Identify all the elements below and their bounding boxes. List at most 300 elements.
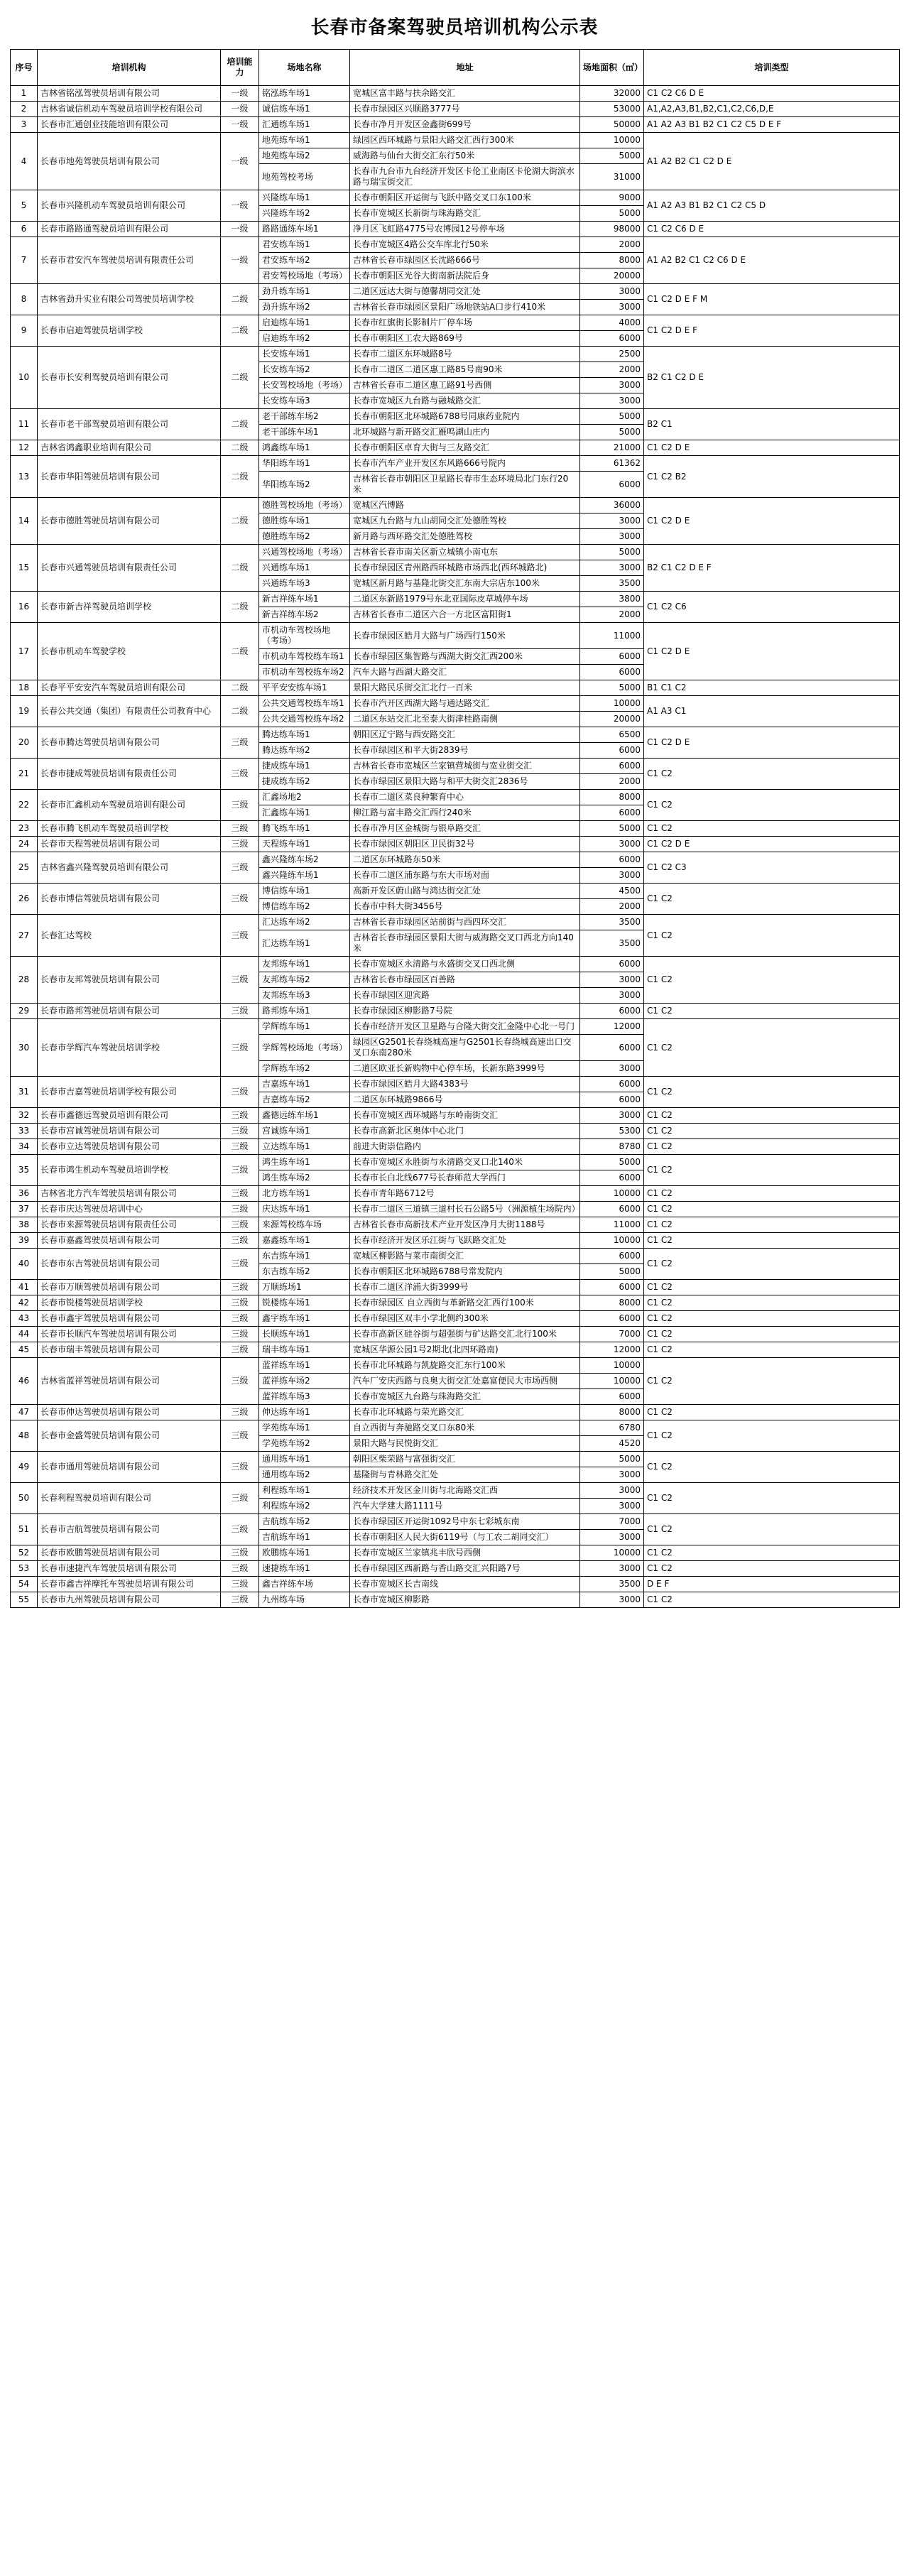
institution-cell: 长春市长安利驾驶员培训有限公司 [38, 347, 221, 409]
site-area-cell: 98000 [580, 222, 644, 237]
training-type-cell: C1 C2 D E [644, 440, 900, 456]
address-cell: 二道区远达大街与德馨胡同交汇处 [350, 284, 580, 300]
training-type-cell: C1 C2 [644, 1561, 900, 1577]
serial-cell: 37 [11, 1202, 38, 1217]
serial-cell: 48 [11, 1420, 38, 1452]
site-area-cell: 6000 [580, 1202, 644, 1217]
training-type-cell: C1 C2 [644, 1249, 900, 1280]
address-cell: 宽城区富丰路与扶余路交汇 [350, 86, 580, 102]
training-type-cell: B2 C1 C2 D E F [644, 545, 900, 592]
site-area-cell: 3500 [580, 915, 644, 930]
site-name-cell: 兴通驾校场地（考场） [259, 545, 350, 560]
site-name-cell: 鸿生练车场1 [259, 1155, 350, 1170]
capacity-cell: 一级 [221, 190, 259, 222]
site-name-cell: 汇鑫场地2 [259, 790, 350, 805]
page-title: 长春市备案驾驶员培训机构公示表 [310, 17, 599, 38]
header-address: 地址 [350, 50, 580, 86]
serial-cell: 40 [11, 1249, 38, 1280]
site-name-cell: 学辉练车场1 [259, 1019, 350, 1035]
site-name-cell: 吉嘉练车场1 [259, 1077, 350, 1092]
site-area-cell: 3000 [580, 1499, 644, 1514]
table-row [11, 347, 900, 362]
serial-cell: 4 [11, 133, 38, 190]
table-row [11, 759, 900, 774]
institution-cell: 长春市瑞丰驾驶员培训有限公司 [38, 1342, 221, 1358]
address-cell: 长春市朝阳区开运街与飞跃中路交叉口东100米 [350, 190, 580, 206]
site-area-cell: 6000 [580, 649, 644, 665]
table-row [11, 1155, 900, 1170]
training-type-cell: B2 C1 C2 D E [644, 347, 900, 409]
site-name-cell: 学苑练车场1 [259, 1420, 350, 1436]
capacity-cell: 三级 [221, 884, 259, 915]
address-cell: 长春市朝阳区北环城路6788号同康药业院内 [350, 409, 580, 425]
training-type-cell: C1 C2 D E [644, 837, 900, 852]
table-row [11, 1483, 900, 1499]
training-type-cell: C1 C2 [644, 1077, 900, 1108]
site-area-cell: 3000 [580, 378, 644, 393]
address-cell: 汽车大学建大路1111号 [350, 1499, 580, 1514]
site-area-cell: 3000 [580, 560, 644, 576]
site-name-cell: 捷成练车场2 [259, 774, 350, 790]
institution-cell: 长春市路邦驾驶员培训有限公司 [38, 1004, 221, 1019]
site-area-cell: 21000 [580, 440, 644, 456]
table-row [11, 409, 900, 425]
site-area-cell: 20000 [580, 712, 644, 727]
table-row [11, 440, 900, 456]
training-type-cell: C1 C2 [644, 1311, 900, 1327]
address-cell: 长春市朝阳区光谷大街南新法院后身 [350, 268, 580, 284]
table-row [11, 1592, 900, 1608]
address-cell: 长春市朝阳区卓育大街与三友路交汇 [350, 440, 580, 456]
table-row [11, 1186, 900, 1202]
site-area-cell: 3800 [580, 592, 644, 607]
serial-cell: 12 [11, 440, 38, 456]
training-type-cell: C1 C2 [644, 1545, 900, 1561]
capacity-cell: 三级 [221, 759, 259, 790]
site-area-cell: 11000 [580, 623, 644, 649]
table-row [11, 1514, 900, 1530]
capacity-cell: 三级 [221, 1483, 259, 1514]
site-area-cell: 11000 [580, 1217, 644, 1233]
institution-cell: 长春市机动车驾驶学校 [38, 623, 221, 680]
capacity-cell: 二级 [221, 440, 259, 456]
site-area-cell: 6000 [580, 331, 644, 347]
table-row [11, 456, 900, 472]
table-row [11, 1311, 900, 1327]
site-name-cell: 君安练车场1 [259, 237, 350, 253]
capacity-cell: 二级 [221, 456, 259, 498]
site-name-cell: 利程练车场2 [259, 1499, 350, 1514]
capacity-cell: 三级 [221, 1514, 259, 1545]
site-area-cell: 7000 [580, 1514, 644, 1530]
site-name-cell: 平平安安练车场1 [259, 680, 350, 696]
site-name-cell: 地苑练车场2 [259, 148, 350, 164]
site-area-cell: 3000 [580, 1467, 644, 1483]
address-cell: 长春市宽城区西环城路与东岭南街交汇 [350, 1108, 580, 1124]
site-area-cell: 2500 [580, 347, 644, 362]
capacity-cell: 三级 [221, 1358, 259, 1405]
site-area-cell: 6000 [580, 852, 644, 868]
site-area-cell: 3000 [580, 529, 644, 545]
institution-cell: 吉林省北方汽车驾驶员培训有限公司 [38, 1186, 221, 1202]
site-area-cell: 10000 [580, 696, 644, 712]
serial-cell: 49 [11, 1452, 38, 1483]
address-cell: 宽城区柳影路与菜市南街交汇 [350, 1249, 580, 1264]
table-row [11, 284, 900, 300]
address-cell: 长春市朝阳区工农大路869号 [350, 331, 580, 347]
site-area-cell: 36000 [580, 498, 644, 513]
serial-cell: 33 [11, 1124, 38, 1139]
training-type-cell: C1 C2 D E [644, 727, 900, 759]
site-name-cell: 学辉练车场2 [259, 1061, 350, 1077]
address-cell: 宽城区汽博路 [350, 498, 580, 513]
site-name-cell: 宫诚练车场1 [259, 1124, 350, 1139]
capacity-cell: 二级 [221, 498, 259, 545]
site-area-cell: 3500 [580, 1577, 644, 1592]
site-area-cell: 5000 [580, 425, 644, 440]
institution-cell: 长春市九州驾驶员培训有限公司 [38, 1592, 221, 1608]
site-area-cell: 31000 [580, 164, 644, 190]
site-name-cell: 华阳练车场2 [259, 472, 350, 498]
site-name-cell: 老干部练车场2 [259, 409, 350, 425]
address-cell: 基隆街与青林路交汇处 [350, 1467, 580, 1483]
institution-cell: 长春市吉嘉驾驶员培训学校有限公司 [38, 1077, 221, 1108]
table-row [11, 623, 900, 649]
institution-cell: 长春市华阳驾驶员培训有限公司 [38, 456, 221, 498]
address-cell: 长春市绿园区开运街1092号中东七彩城东南 [350, 1514, 580, 1530]
site-area-cell: 6000 [580, 1389, 644, 1405]
address-cell: 北环城路与新开路交汇雁鸣湖山庄内 [350, 425, 580, 440]
institution-cell: 长春市欧鹏驾驶员培训有限公司 [38, 1545, 221, 1561]
site-name-cell: 吉航练车场2 [259, 1514, 350, 1530]
address-cell: 新月路与西环路交汇处德胜驾校 [350, 529, 580, 545]
training-type-cell: C1 C2 [644, 1592, 900, 1608]
address-cell: 绿园区G2501长春绕城高速与G2501长春绕城高速出口交叉口东南280米 [350, 1035, 580, 1061]
table-row [11, 1342, 900, 1358]
capacity-cell: 三级 [221, 1561, 259, 1577]
serial-cell: 25 [11, 852, 38, 884]
site-area-cell: 10000 [580, 1358, 644, 1374]
address-cell: 汽车厂安庆西路与良奥大街交汇处嘉富便民大市场西侧 [350, 1374, 580, 1389]
institution-cell: 长春市庆达驾驶员培训中心 [38, 1202, 221, 1217]
institution-cell: 长春市鑫德远驾驶员培训有限公司 [38, 1108, 221, 1124]
address-cell: 长春市二道区东环城路8号 [350, 347, 580, 362]
address-cell: 长春市宽城区兰家镇兆丰欣号西侧 [350, 1545, 580, 1561]
capacity-cell: 三级 [221, 1420, 259, 1452]
institution-cell: 长春市东吉驾驶员培训有限公司 [38, 1249, 221, 1280]
table-row [11, 1295, 900, 1311]
institution-cell: 长春市天程驾驶员培训有限公司 [38, 837, 221, 852]
address-cell: 长春市二道区菜良种繁育中心 [350, 790, 580, 805]
address-cell: 长春市宽城区长新街与珠海路交汇 [350, 206, 580, 222]
site-area-cell: 3000 [580, 513, 644, 529]
training-type-cell: C1 C2 D E [644, 498, 900, 545]
site-name-cell: 公共交通驾校练车场2 [259, 712, 350, 727]
table-row [11, 1327, 900, 1342]
address-cell: 长春市经济开发区乐江街与飞跃路交汇处 [350, 1233, 580, 1249]
serial-cell: 29 [11, 1004, 38, 1019]
site-area-cell: 20000 [580, 268, 644, 284]
site-name-cell: 学辉驾校场地（考场） [259, 1035, 350, 1061]
site-area-cell: 5300 [580, 1124, 644, 1139]
training-type-cell: C1 C2 C6 D E [644, 86, 900, 102]
site-name-cell: 路邦练车场1 [259, 1004, 350, 1019]
training-type-cell: C1 C2 [644, 1327, 900, 1342]
training-institution-table [10, 49, 900, 1608]
site-area-cell: 9000 [580, 190, 644, 206]
training-type-cell: C1 C2 [644, 1405, 900, 1420]
institution-cell: 长春平平安安汽车驾驶员培训有限公司 [38, 680, 221, 696]
site-area-cell: 3500 [580, 930, 644, 957]
address-cell: 朝阳区柴荣路与富强街交汇 [350, 1452, 580, 1467]
institution-cell: 长春市鑫吉祥摩托车驾驶员培训有限公司 [38, 1577, 221, 1592]
site-name-cell: 北方练车场1 [259, 1186, 350, 1202]
header-serial: 序号 [11, 50, 38, 86]
site-area-cell: 2000 [580, 899, 644, 915]
site-area-cell: 6000 [580, 1311, 644, 1327]
site-name-cell: 锐楼练车场1 [259, 1295, 350, 1311]
serial-cell: 36 [11, 1186, 38, 1202]
address-cell: 长春市绿园区西新路与香山路交汇兴阳路7号 [350, 1561, 580, 1577]
capacity-cell: 三级 [221, 1004, 259, 1019]
serial-cell: 19 [11, 696, 38, 727]
site-name-cell: 地苑驾校考场 [259, 164, 350, 190]
site-area-cell: 3000 [580, 1061, 644, 1077]
site-area-cell: 6000 [580, 759, 644, 774]
site-area-cell: 2000 [580, 774, 644, 790]
site-area-cell: 8000 [580, 790, 644, 805]
institution-cell: 长春市立达驾驶员培训有限公司 [38, 1139, 221, 1155]
site-name-cell: 汇达练车场1 [259, 930, 350, 957]
table-row [11, 884, 900, 899]
address-cell: 吉林省长春市宽城区兰家镇营城街与宽业街交汇 [350, 759, 580, 774]
address-cell: 宽城区华源公园1号2期北(北四环路南) [350, 1342, 580, 1358]
address-cell: 长春市绿园区双丰小学北侧约300米 [350, 1311, 580, 1327]
capacity-cell: 二级 [221, 545, 259, 592]
institution-cell: 长春市来源驾驶员培训有限责任公司 [38, 1217, 221, 1233]
table-row [11, 498, 900, 513]
site-area-cell: 32000 [580, 86, 644, 102]
training-type-cell: C1 C2 [644, 1452, 900, 1483]
capacity-cell: 三级 [221, 1019, 259, 1077]
capacity-cell: 三级 [221, 790, 259, 821]
header-capacity: 培训能力 [221, 50, 259, 86]
capacity-cell: 二级 [221, 409, 259, 440]
capacity-cell: 二级 [221, 623, 259, 680]
training-type-cell: D E F [644, 1577, 900, 1592]
address-cell: 长春市净月开发区金鑫街699号 [350, 117, 580, 133]
site-area-cell: 5000 [580, 680, 644, 696]
site-name-cell: 路路通练车场1 [259, 222, 350, 237]
institution-cell: 长春市金盛驾驶员培训有限公司 [38, 1420, 221, 1452]
address-cell: 长春市北环城路与凯旋路交汇东行100米 [350, 1358, 580, 1374]
site-area-cell: 6000 [580, 957, 644, 972]
institution-cell: 吉林省铭泓驾驶员培训有限公司 [38, 86, 221, 102]
serial-cell: 14 [11, 498, 38, 545]
serial-cell: 51 [11, 1514, 38, 1545]
training-type-cell: A1 A2 A3 B1 B2 C1 C2 C5 D [644, 190, 900, 222]
capacity-cell: 三级 [221, 1077, 259, 1108]
serial-cell: 18 [11, 680, 38, 696]
serial-cell: 9 [11, 315, 38, 347]
address-cell: 吉林省长春市绿园区景阳广场地铁站A口步行410米 [350, 300, 580, 315]
table-row [11, 222, 900, 237]
address-cell: 自立西街与奔驰路交叉口东80米 [350, 1420, 580, 1436]
site-name-cell: 德胜练车场2 [259, 529, 350, 545]
capacity-cell: 一级 [221, 117, 259, 133]
site-area-cell: 6000 [580, 1004, 644, 1019]
serial-cell: 39 [11, 1233, 38, 1249]
site-name-cell: 万顺练场1 [259, 1280, 350, 1295]
capacity-cell: 二级 [221, 696, 259, 727]
address-cell: 吉林省长春市二道区惠工路91号西侧 [350, 378, 580, 393]
table-row [11, 117, 900, 133]
institution-cell: 长春市学辉汽车驾驶员培训学校 [38, 1019, 221, 1077]
address-cell: 长春市宽城区永清路与永盛街交叉口西北侧 [350, 957, 580, 972]
institution-cell: 长春市吉航驾驶员培训有限公司 [38, 1514, 221, 1545]
site-area-cell: 5000 [580, 206, 644, 222]
address-cell: 长春市二道区二道区惠工路85号南90米 [350, 362, 580, 378]
table-row [11, 957, 900, 972]
table-row [11, 915, 900, 930]
site-area-cell: 6000 [580, 665, 644, 680]
site-name-cell: 汇鑫练车场1 [259, 805, 350, 821]
site-name-cell: 捷成练车场1 [259, 759, 350, 774]
training-type-cell: A1 A3 C1 [644, 696, 900, 727]
address-cell: 长春市绿园区和平大街2839号 [350, 743, 580, 759]
site-name-cell: 博信练车场1 [259, 884, 350, 899]
institution-cell: 吉林省蓝祥驾驶员培训有限公司 [38, 1358, 221, 1405]
table-row [11, 727, 900, 743]
capacity-cell: 三级 [221, 957, 259, 1004]
site-area-cell: 5000 [580, 821, 644, 837]
site-name-cell: 嘉鑫练车场1 [259, 1233, 350, 1249]
address-cell: 景阳大路民乐街交汇北行一百米 [350, 680, 580, 696]
site-name-cell: 吉嘉练车场2 [259, 1092, 350, 1108]
site-name-cell: 君安练车场2 [259, 253, 350, 268]
site-name-cell: 天程练车场1 [259, 837, 350, 852]
serial-cell: 5 [11, 190, 38, 222]
serial-cell: 13 [11, 456, 38, 498]
capacity-cell: 三级 [221, 1186, 259, 1202]
capacity-cell: 一级 [221, 222, 259, 237]
address-cell: 长春市北环城路与荣光路交汇 [350, 1405, 580, 1420]
address-cell: 吉林省长春市南关区新立城镇小南屯东 [350, 545, 580, 560]
serial-cell: 10 [11, 347, 38, 409]
site-area-cell: 7000 [580, 1327, 644, 1342]
institution-cell: 长春公共交通（集团）有限责任公司教育中心 [38, 696, 221, 727]
address-cell: 长春市绿园区柳影路7号院 [350, 1004, 580, 1019]
site-name-cell: 通用练车场1 [259, 1452, 350, 1467]
header-site-name: 场地名称 [259, 50, 350, 86]
training-type-cell: C1 C2 [644, 821, 900, 837]
site-area-cell: 2000 [580, 362, 644, 378]
site-area-cell: 10000 [580, 1186, 644, 1202]
training-type-cell: C1 C2 B2 [644, 456, 900, 498]
site-area-cell: 3000 [580, 1530, 644, 1545]
site-name-cell: 老干部练车场1 [259, 425, 350, 440]
table-row [11, 1202, 900, 1217]
site-area-cell: 6000 [580, 743, 644, 759]
site-name-cell: 蓝祥练车场1 [259, 1358, 350, 1374]
address-cell: 长春市宽城区永胜街与永清路交叉口北140米 [350, 1155, 580, 1170]
institution-cell: 吉林省诚信机动车驾驶员培训学校有限公司 [38, 102, 221, 117]
serial-cell: 38 [11, 1217, 38, 1233]
site-name-cell: 启迪练车场2 [259, 331, 350, 347]
site-area-cell: 6000 [580, 1249, 644, 1264]
serial-cell: 15 [11, 545, 38, 592]
training-type-cell: A1 A2 A3 B1 B2 C1 C2 C5 D E F [644, 117, 900, 133]
table-row [11, 1233, 900, 1249]
institution-cell: 长春市通用驾驶员培训有限公司 [38, 1452, 221, 1483]
site-area-cell: 50000 [580, 117, 644, 133]
site-area-cell: 6000 [580, 1092, 644, 1108]
site-area-cell: 5000 [580, 545, 644, 560]
address-cell: 威海路与仙台大街交汇东行50米 [350, 148, 580, 164]
site-area-cell: 10000 [580, 1233, 644, 1249]
site-name-cell: 新吉祥练车场2 [259, 607, 350, 623]
table-row [11, 680, 900, 696]
site-name-cell: 铭泓练车场1 [259, 86, 350, 102]
serial-cell: 50 [11, 1483, 38, 1514]
address-cell: 长春市绿园区朝阳区卫民街32号 [350, 837, 580, 852]
table-row [11, 1561, 900, 1577]
serial-cell: 43 [11, 1311, 38, 1327]
address-cell: 长春市宽城区九台路与珠海路交汇 [350, 1389, 580, 1405]
institution-cell: 长春市长顺汽车驾驶员培训有限公司 [38, 1327, 221, 1342]
table-row [11, 545, 900, 560]
institution-cell: 长春市嘉鑫驾驶员培训有限公司 [38, 1233, 221, 1249]
capacity-cell: 二级 [221, 592, 259, 623]
capacity-cell: 三级 [221, 1405, 259, 1420]
training-type-cell: C1 C2 [644, 1420, 900, 1452]
institution-cell: 长春市汇鑫机动车驾驶员培训有限公司 [38, 790, 221, 821]
site-name-cell: 东吉练车场2 [259, 1264, 350, 1280]
address-cell: 长春市二道区洋浦大街3999号 [350, 1280, 580, 1295]
institution-cell: 长春市宫诚驾驶员培训有限公司 [38, 1124, 221, 1139]
capacity-cell: 三级 [221, 1452, 259, 1483]
address-cell: 长春市九台市九台经济开发区卡伦工业南区卡伦湖大街滨水路与瑞宝街交汇 [350, 164, 580, 190]
site-name-cell: 学苑练车场2 [259, 1436, 350, 1452]
site-name-cell: 欧鹏练车场1 [259, 1545, 350, 1561]
capacity-cell: 三级 [221, 1327, 259, 1342]
serial-cell: 7 [11, 237, 38, 284]
address-cell: 二道区东站交汇北至泰大街津桂路南侧 [350, 712, 580, 727]
site-name-cell: 通用练车场2 [259, 1467, 350, 1483]
training-type-cell: C1 C2 C3 [644, 852, 900, 884]
address-cell: 柳江路与富丰路交汇西行240米 [350, 805, 580, 821]
address-cell: 净月区飞虹路4775号农博园12号停车场 [350, 222, 580, 237]
address-cell: 长春市汽车产业开发区东风路666号院内 [350, 456, 580, 472]
training-type-cell: C1 C2 [644, 1019, 900, 1077]
serial-cell: 27 [11, 915, 38, 957]
training-type-cell: A1 A2 B2 C1 C2 C6 D E [644, 237, 900, 284]
site-name-cell: 诚信练车场1 [259, 102, 350, 117]
training-type-cell: C1 C2 [644, 1186, 900, 1202]
site-name-cell: 公共交通驾校练车场1 [259, 696, 350, 712]
capacity-cell: 三级 [221, 1545, 259, 1561]
site-name-cell: 兴通练车场3 [259, 576, 350, 592]
capacity-cell: 三级 [221, 1280, 259, 1295]
address-cell: 长春市经济开发区卫星路与合隆大街交汇金隆中心北一号门 [350, 1019, 580, 1035]
institution-cell: 长春市兴通驾驶员培训有限责任公司 [38, 545, 221, 592]
capacity-cell: 三级 [221, 1217, 259, 1233]
site-area-cell: 10000 [580, 1374, 644, 1389]
table-row [11, 1108, 900, 1124]
serial-cell: 35 [11, 1155, 38, 1186]
site-area-cell: 5000 [580, 409, 644, 425]
site-area-cell: 5000 [580, 148, 644, 164]
